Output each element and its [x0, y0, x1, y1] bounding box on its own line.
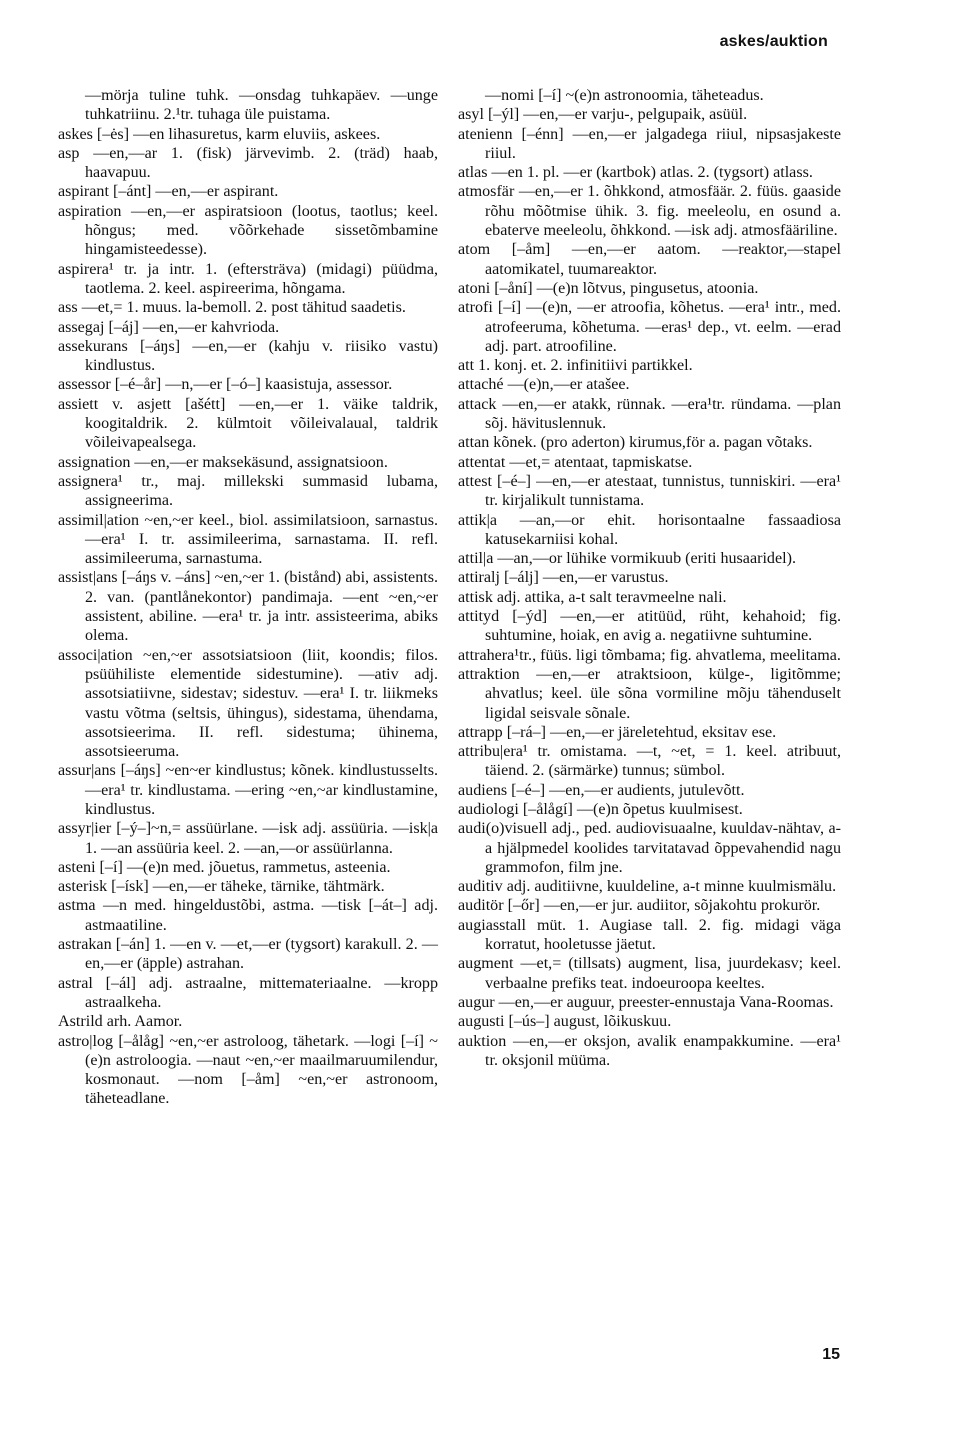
dictionary-entry: audi(o)visuell adj., ped. audiovisuaalne, kuuldav-nähtav, a-a hjälpmedel koolides tarvitatavad õppevahendid nagu grammofon, film jne. [458, 820, 841, 876]
dictionary-entry: askes [–ės] —en lihasuretus, karm eluviis, askees. [58, 125, 381, 143]
dictionary-entry: associ|ation ~en,~er assotsiatsioon (liit, koondis; filos. psüühiliste elementide sidestumine). —ativ adj. assotsiatiivne, sidestav; sidestuv. —era¹ I. tr. liikmeks vastu võtma (seltsis, ühingus), sidestama, ühendama, assotsieerima. II. refl. sidestuma; ühinema, assotsieeruma. [58, 646, 438, 761]
dictionary-entry: attrahera¹tr., füüs. ligi tõmbama; fig. ahvatlema, meelitama. [458, 646, 841, 664]
dictionary-entry: asp —en,—ar 1. (fisk) järvevimb. 2. (träd) haab, haavapuu. [58, 144, 438, 182]
dictionary-entry: attraktion —en,—er atraktsioon, külge-, ligitõmme; ahvatlus; keel. üle sõna vormiline mõju tähenduselt ligidal seisvale sõnale. [458, 665, 841, 722]
dictionary-entry: attan kõnek. (pro aderton) kirumus,för a. pagan võtaks. [458, 434, 813, 452]
dictionary-entry: —nomi [–í] ~(e)n astronoomia, täheteadus. [485, 87, 764, 104]
dictionary-entry: augment —et,= (tillsats) augment, lisa, juurdekasv; keel. verbaalne prefiks teat. indoeuroopa keeltes. [458, 955, 841, 992]
dictionary-entry: att 1. konj. et. 2. infinitiivi partikkel. [458, 357, 693, 375]
dictionary-entry: astma —n med. hingeldustõbi, astma. —tisk [–át–] adj. astmaatiline. [58, 897, 438, 934]
dictionary-entry: —mörja tuline tuhk. —onsdag tuhkapäev. —unge tuhkatriinu. 2.¹tr. tuhaga üle puistama. [85, 87, 438, 124]
dictionary-entry: atmosfär —en,—er 1. õhkkond, atmosfäär. 2. füüs. gaaside rõhu mõõtmise ühik. 3. fig. meeleolu, en osund a. ebaterve meeleolu, õhkkond. —isk adj. atmosfääriline. [458, 183, 841, 240]
dictionary-entry: attaché —(e)n,—er atašee. [458, 376, 630, 394]
dictionary-entry: assignera¹ tr., maj. millekski summasid lubama, assigneerima. [58, 472, 438, 510]
dictionary-entry: attityd [–ýd] —en,—er atitüüd, rüht, kehahoid; fig. suhtumine, hoiak, en avig a. negatiivne suhtumine. [458, 608, 841, 645]
dictionary-entry: astrakan [–án] 1. —en v. —et,—er (tygsort) karakull. 2. —en,—er (äpple) astrahan. [58, 936, 438, 973]
dictionary-entry: assist|ans [–áŋs v. –áns] ~en,~er 1. (bistånd) abi, assistents. 2. van. (pantlånekontor) pandimaja. —ent ~en,~er assistent, abiline. —era¹ tr. ja intr. assisteerima, abiks olema. [58, 569, 438, 645]
dictionary-entry: asteni [–í] —(e)n med. jõuetus, rammetus, asteenia. [58, 858, 391, 876]
dictionary-entry: ass —et,= 1. muus. la-bemoll. 2. post tähitud saadetis. [58, 299, 406, 317]
dictionary-entry: assessor [–é–år] —n,—er [–ó–] kaasistuja, assessor. [58, 376, 393, 394]
dictionary-entry: astro|log [–ålåg] ~en,~er astroloog, tähetark. —logi [–í] ~(e)n astroloogia. —naut ~en,~er maailmaruumilendur, kosmonaut. —nom [–åm] ~en,~er astronoom, täheteadlane. [58, 1032, 438, 1108]
dictionary-entry: attil|a —an,—or lühike vormikuub (eriti husaaridel). [458, 550, 796, 568]
page-number: 15 [822, 1346, 840, 1363]
dictionary-entry: assekurans [–áŋs] —en,—er (kahju v. riisiko vastu) kindlustus. [58, 337, 438, 375]
dictionary-entry: atlas —en 1. pl. —er (kartbok) atlas. 2. (tygsort) atlass. [458, 164, 813, 182]
dictionary-entry: assegaj [–áj] —en,—er kahvrioda. [58, 318, 280, 336]
dictionary-entry: aspiration —en,—er aspiratsioon (lootus, taotlus; keel. hõngus; med. võõrkehade sissetõmbamine hingamisteedesse). [58, 202, 438, 259]
dictionary-entry: attik|a —an,—or ehit. horisontaalne fassaadiosa katusekarniisi kohal. [458, 511, 841, 548]
dictionary-entry: attribu|era¹ tr. omistama. —t, ~et, = 1. keel. atribuut, täiend. 2. (särmärke) tunnus; sümbol. [458, 743, 841, 780]
dictionary-entry: assignation —en,—er maksekäsund, assignatsioon. [58, 453, 388, 471]
dictionary-entry: attisk adj. attika, a-t salt teravmeelne nali. [458, 588, 727, 606]
dictionary-entry: auditiv adj. auditiivne, kuuldeline, a-t minne kuulmismälu. [458, 878, 837, 896]
dictionary-entry: asterisk [–ísk] —en,—er täheke, tärnike, tähtmärk. [58, 878, 385, 896]
dictionary-entry: audiens [–é–] —en,—er audients, jutulevõtt. [458, 781, 745, 799]
dictionary-entry: atom [–åm] —en,—er aatom. —reaktor,—stapel aatomikatel, tuumareaktor. [458, 241, 841, 278]
dictionary-entry: atrofi [–í] —(e)n, —er atroofia, kõhetus. —era¹ intr., med. atrofeeruma, kõhetuma. —eras¹ dep., vt. eelm. —erad adj. part. atroofiline. [458, 299, 841, 355]
right-column [458, 86, 841, 1070]
dictionary-entry: auktion —en,—er oksjon, avalik enampakkumine. —era¹ tr. oksjonil müüma. [458, 1032, 841, 1069]
dictionary-entry: assimil|ation ~en,~er keel., biol. assimilatsioon, sarnastus. —era¹ I. tr. assimileerima, sarnastama. II. refl. assimileeruma, sarnastuma. [58, 511, 438, 568]
dictionary-entry: auditör [–őr] —en,—er jur. audiitor, sõjakohtu prokurör. [458, 897, 821, 915]
dictionary-entry: assiett v. asjett [ašétt] —en,—er 1. väike taldrik, koogitaldrik. 2. külmtoit võileivalaual, taldrik võileivapealsega. [58, 395, 438, 452]
dictionary-entry: attentat —et,= atentaat, tapmiskatse. [458, 453, 693, 471]
dictionary-entry: attiralj [–álj] —en,—er varustus. [458, 569, 669, 587]
dictionary-entry: attrapp [–rá–] —en,—er järeletehtud, eksitav ese. [458, 723, 777, 741]
dictionary-entry: augusti [–ús–] august, lõikuskuu. [458, 1013, 672, 1031]
dictionary-entry: atenienn [–énn] —en,—er jalgadega riiul, nipsasjakeste riiul. [458, 125, 841, 162]
dictionary-entry: attest [–é–] —en,—er atestaat, tunnistus, tunniskiri. —era¹ tr. kirjalikult tunnistama. [458, 472, 841, 510]
dictionary-entry: astral [–ál] adj. astraalne, mittemateriaalne. —kropp astraalkeha. [58, 974, 438, 1011]
dictionary-entry: aspirera¹ tr. ja intr. 1. (eftersträva) (midagi) püüdma, taotlema. 2. keel. aspireerima, hõngama. [58, 260, 438, 297]
dictionary-entry: assur|ans [–áŋs] ~en~er kindlustus; kõnek. kindlustusselts. —era¹ tr. kindlustama. —ering ~en,~ar kindlustamine, kindlustus. [58, 762, 438, 818]
dictionary-entry: assyr|ier [–ý–]~n,= assüürlane. —isk adj. assüüria. —isk|a 1. —an assüüria keel. 2. —an,—or assüürlanna. [58, 820, 438, 857]
dictionary-entry: asyl [–ýl] —en,—er varju-, pelgupaik, asüül. [458, 106, 748, 124]
dictionary-entry: augur —en,—er auguur, preester-ennustaja Vana-Roomas. [458, 993, 834, 1011]
dictionary-entry: augiasstall müt. 1. Augiase tall. 2. fig. midagi väga korratut, hooletusse jäetut. [458, 916, 841, 954]
dictionary-entry: audiologi [–ålågí] —(e)n õpetus kuulmisest. [458, 800, 743, 818]
dictionary-entry: attack —en,—er atakk, rünnak. —era¹tr. ründama. —plan sõj. hävituslennuk. [458, 395, 841, 433]
running-head: askes/auktion [719, 33, 828, 50]
dictionary-entry: atoni [–åní] —(e)n lõtvus, pingusetus, atoonia. [458, 279, 759, 297]
dictionary-entry: aspirant [–ánt] —en,—er aspirant. [58, 183, 279, 201]
left-column [58, 86, 438, 1109]
dictionary-entry: Astrild arh. Aamor. [58, 1013, 183, 1031]
